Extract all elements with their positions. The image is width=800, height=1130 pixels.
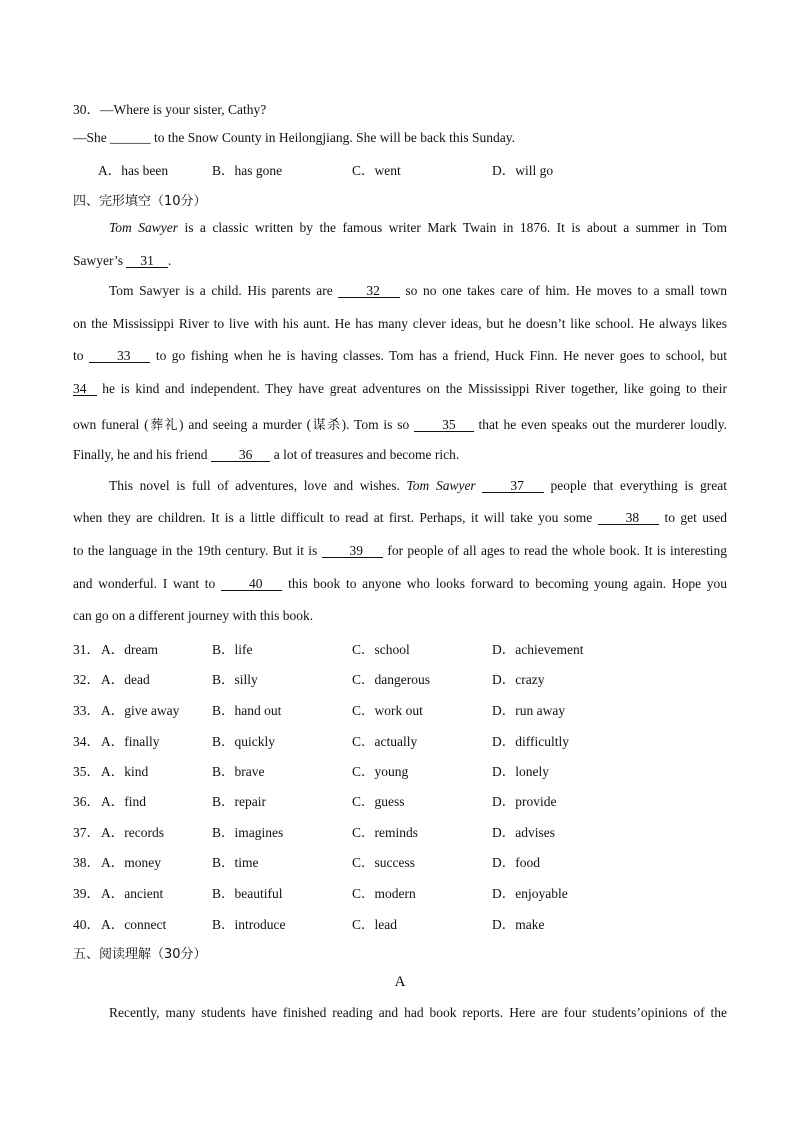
- choice-option-c[interactable]: C．guess: [352, 794, 405, 809]
- choice-option-a[interactable]: A．finally: [101, 734, 160, 749]
- p2-line6: Finally, he and his friend 36 a lot of treasures and become rich.: [73, 447, 460, 462]
- choice-option-a[interactable]: A．dead: [101, 672, 150, 687]
- choice-number: 34．: [73, 734, 100, 749]
- blank-32: 32: [338, 284, 400, 298]
- section5-heading: 五、阅读理解（30分）: [73, 947, 207, 962]
- choice-option-a[interactable]: A．ancient: [101, 886, 164, 901]
- choice-option-d[interactable]: D．advises: [492, 825, 555, 840]
- choice-option-c[interactable]: C．school: [352, 642, 410, 657]
- p1-line1: Tom Sawyer is a classic written by the famous writer Mark Twain in 1876. It is about a summer in Tom: [109, 220, 727, 235]
- q30-option-a[interactable]: A．has been: [98, 163, 169, 178]
- q30-reply: —She ______ to the Snow County in Heilongjiang. She will be back this Sunday.: [73, 130, 515, 145]
- blank-33: 33: [89, 349, 151, 363]
- choice-number: 38．: [73, 855, 100, 870]
- p2-line2: on the Mississippi River to live with his aunt. He has many clever ideas, but he doesn’t like school. He always likes: [73, 316, 727, 331]
- p3-line3: to the language in the 19th century. But it is 39 for people of all ages to read the whole book. It is interesting: [73, 543, 728, 558]
- blank-35: 35: [414, 418, 474, 432]
- choice-option-a[interactable]: A．records: [101, 825, 164, 840]
- choice-option-a[interactable]: A．give away: [101, 703, 180, 718]
- p3-line5: can go on a different journey with this book.: [73, 608, 314, 623]
- choice-number: 31．: [73, 642, 100, 657]
- p3-line2: when they are children. It is a little difficult to read at first. Perhaps, it will take you some 38 to get used: [73, 510, 727, 525]
- choice-option-c[interactable]: C．dangerous: [352, 672, 430, 687]
- choice-option-c[interactable]: C．modern: [352, 886, 416, 901]
- blank-38: 38: [598, 511, 660, 525]
- choice-option-b[interactable]: B．repair: [212, 794, 266, 809]
- section4-heading: 四、完形填空（10分）: [73, 194, 207, 209]
- p2-line4: 34 he is kind and independent. They have great adventures on the Mississippi River together, like going to their: [73, 381, 727, 396]
- choice-option-a[interactable]: A．connect: [101, 917, 167, 932]
- choice-option-b[interactable]: B．time: [212, 855, 259, 870]
- choice-option-d[interactable]: D．enjoyable: [492, 886, 568, 901]
- q30-option-b[interactable]: B．has gone: [212, 163, 283, 178]
- p3-line4: and wonderful. I want to 40 this book to anyone who looks forward to becoming young again. Hope you: [73, 576, 727, 591]
- choice-option-d[interactable]: D．crazy: [492, 672, 545, 687]
- choice-option-d[interactable]: D．achievement: [492, 642, 584, 657]
- choice-option-c[interactable]: C．young: [352, 764, 409, 779]
- choice-option-c[interactable]: C．success: [352, 855, 415, 870]
- p2-line1: Tom Sawyer is a child. His parents are 32 so no one takes care of him. He moves to a small town: [109, 283, 728, 298]
- choice-option-d[interactable]: D．food: [492, 855, 540, 870]
- section5-part-label: A: [394, 974, 406, 990]
- choice-number: 40．: [73, 917, 100, 932]
- choice-option-a[interactable]: A．kind: [101, 764, 149, 779]
- choice-option-b[interactable]: B．imagines: [212, 825, 284, 840]
- p3-line1: This novel is full of adventures, love and wishes. Tom Sawyer 37 people that everything is great: [109, 478, 728, 493]
- q30-option-d[interactable]: D．will go: [492, 163, 554, 178]
- blank-31: 31: [126, 254, 168, 268]
- choice-option-b[interactable]: B．introduce: [212, 917, 286, 932]
- choice-option-d[interactable]: D．provide: [492, 794, 557, 809]
- p2-line5: own funeral (葬礼) and seeing a murder (谋杀). Tom is so 35 that he even speaks out the murderer loudly.: [73, 417, 727, 433]
- p1-line2: Sawyer’s 31 .: [73, 253, 172, 268]
- choice-number: 33．: [73, 703, 100, 718]
- blank-39: 39: [322, 544, 384, 558]
- choice-option-b[interactable]: B．beautiful: [212, 886, 283, 901]
- choice-option-c[interactable]: C．actually: [352, 734, 418, 749]
- choice-option-d[interactable]: D．make: [492, 917, 545, 932]
- q30-option-c[interactable]: C．went: [352, 163, 401, 178]
- choice-option-b[interactable]: B．life: [212, 642, 253, 657]
- choice-option-b[interactable]: B．quickly: [212, 734, 275, 749]
- choice-option-b[interactable]: B．hand out: [212, 703, 282, 718]
- choice-option-b[interactable]: B．silly: [212, 672, 258, 687]
- section5-intro: Recently, many students have finished reading and had book reports. Here are four students’opinions of the: [109, 1005, 727, 1020]
- choice-option-c[interactable]: C．reminds: [352, 825, 418, 840]
- choice-number: 37．: [73, 825, 100, 840]
- q30-question: 30．—Where is your sister, Cathy?: [73, 102, 267, 117]
- choice-option-d[interactable]: D．run away: [492, 703, 566, 718]
- choice-option-c[interactable]: C．work out: [352, 703, 423, 718]
- blank-37: 37: [482, 479, 544, 493]
- choice-number: 35．: [73, 764, 100, 779]
- blank-34: 34: [73, 382, 97, 396]
- choice-option-a[interactable]: A．dream: [101, 642, 158, 657]
- blank-36: 36: [211, 448, 271, 462]
- choice-option-c[interactable]: C．lead: [352, 917, 397, 932]
- choice-option-a[interactable]: A．find: [101, 794, 146, 809]
- blank-40: 40: [221, 577, 283, 591]
- choice-option-a[interactable]: A．money: [101, 855, 161, 870]
- choice-option-d[interactable]: D．lonely: [492, 764, 549, 779]
- choice-number: 39．: [73, 886, 100, 901]
- choice-number: 32．: [73, 672, 100, 687]
- choice-option-d[interactable]: D．difficultly: [492, 734, 569, 749]
- p2-line3: to 33 to go fishing when he is having classes. Tom has a friend, Huck Finn. He never goes to school, but: [73, 348, 728, 363]
- choice-option-b[interactable]: B．brave: [212, 764, 265, 779]
- choice-number: 36．: [73, 794, 100, 809]
